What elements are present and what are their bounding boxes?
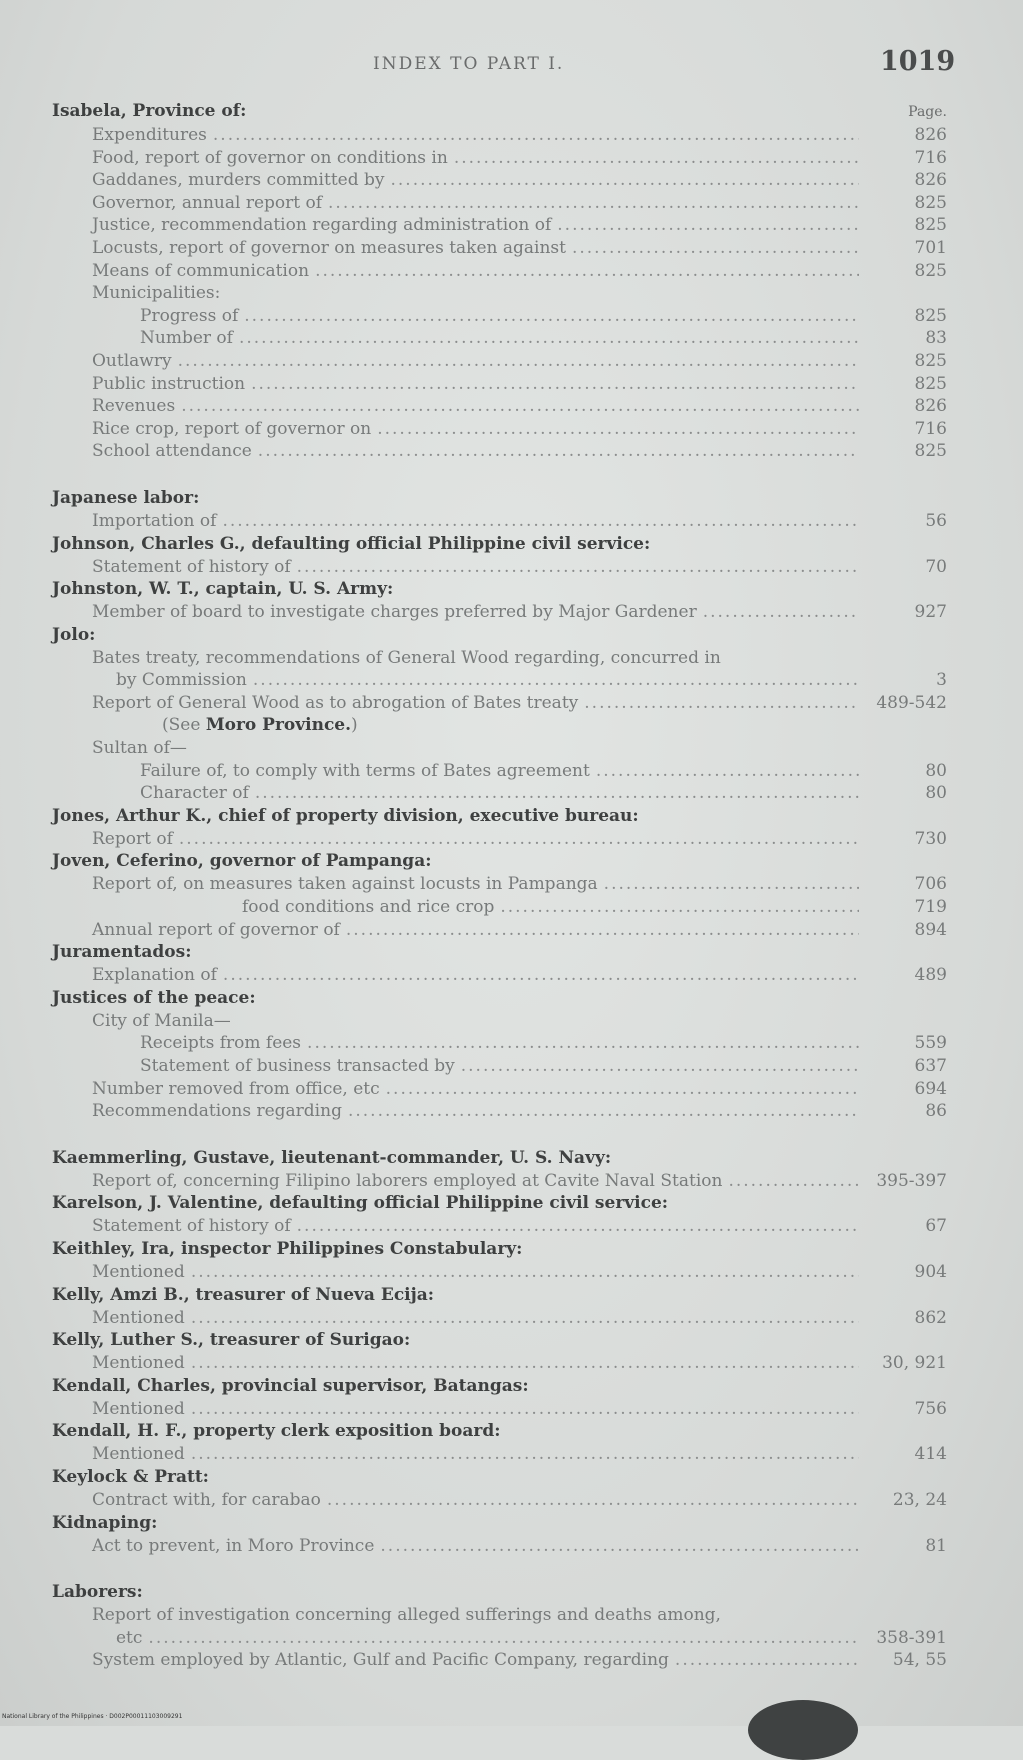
index-entry: by Commission ..... 3 (52, 669, 947, 692)
section-gap (52, 1123, 947, 1147)
index-entry: Public instruction ..... 825 (52, 373, 947, 396)
page-number: 1019 (880, 46, 956, 77)
index-heading: Kaemmerling, Gustave, lieutenant-commander, U. S. Navy: (52, 1147, 612, 1168)
index-entry: Statement of history of ..... 67 (52, 1215, 947, 1238)
scan-smudge (748, 1700, 858, 1760)
index-entry: Governor, annual report of ..... 825 (52, 192, 947, 215)
index-entry: Report of ..... 730 (52, 828, 947, 851)
index-entry: School attendance ..... 825 (52, 440, 947, 463)
index-entry: Report of investigation concerning alleged sufferings and deaths among, (92, 1605, 721, 1626)
index-entry: Justice, recommendation regarding administration of ..... 825 (52, 214, 947, 237)
index-heading: Kendall, H. F., property clerk exposition board: (52, 1421, 501, 1442)
index-entry: Food, report of governor on conditions in ..... 716 (52, 147, 947, 170)
index-heading: Johnson, Charles G., defaulting official Philippine civil service: (52, 533, 651, 554)
index-subheading: Municipalities: (92, 283, 221, 304)
index-entry: Mentioned ..... 756 (52, 1398, 947, 1421)
section-gap (52, 1557, 947, 1581)
index-heading: Johnston, W. T., captain, U. S. Army: (52, 579, 394, 600)
index-entry: Outlawry ..... 825 (52, 350, 947, 373)
index-entry: Rice crop, report of governor on ..... 716 (52, 418, 947, 441)
index-entry: Report of, concerning Filipino laborers employed at Cavite Naval Station ..... 395-397 (52, 1170, 947, 1193)
index-subheading: Sultan of— (92, 738, 187, 759)
index-heading: Kidnaping: (52, 1512, 158, 1533)
index-entry: Mentioned ..... 414 (52, 1443, 947, 1466)
index-entry: System employed by Atlantic, Gulf and Pacific Company, regarding ..... 54, 55 (52, 1649, 947, 1672)
index-entry: Failure of, to comply with terms of Bates agreement ..... 80 (52, 760, 947, 783)
index-heading: Keylock & Pratt: (52, 1466, 209, 1487)
index-entry: Mentioned ..... 30, 921 (52, 1352, 947, 1375)
index-entry: Locusts, report of governor on measures taken against ..... 701 (52, 237, 947, 260)
page-column-label: Page. (908, 104, 947, 120)
index-entry: Annual report of governor of ..... 894 (52, 919, 947, 942)
index-heading: Joven, Ceferino, governor of Pampanga: (52, 851, 432, 872)
index-heading: Japanese labor: (52, 487, 200, 508)
index-heading: Keithley, Ira, inspector Philippines Constabulary: (52, 1238, 523, 1259)
index-heading: Jolo: (52, 624, 96, 645)
index-entry: Progress of ..... 825 (52, 305, 947, 328)
running-title: INDEX TO PART I. (373, 54, 565, 74)
index-heading: Justices of the peace: (52, 987, 256, 1008)
index-entry: Character of ..... 80 (52, 782, 947, 805)
index-entry: Mentioned ..... 904 (52, 1261, 947, 1284)
index-heading: Kendall, Charles, provincial supervisor, Batangas: (52, 1375, 529, 1396)
index-entry: Report of General Wood as to abrogation of Bates treaty ..... 489-542 (52, 692, 947, 715)
index-heading: Juramentados: (52, 942, 192, 963)
index-heading: Kelly, Luther S., treasurer of Surigao: (52, 1330, 411, 1351)
index-body (52, 100, 947, 1672)
index-heading: Isabela, Province of: Page. (52, 100, 947, 124)
index-entry: Recommendations regarding ..... 86 (52, 1100, 947, 1123)
index-heading: Jones, Arthur K., chief of property division, executive bureau: (52, 805, 639, 826)
index-entry: Means of communication ..... 825 (52, 260, 947, 283)
index-entry: Contract with, for carabao ..... 23, 24 (52, 1489, 947, 1512)
index-entry: Revenues ..... 826 (52, 395, 947, 418)
index-heading: Karelson, J. Valentine, defaulting official Philippine civil service: (52, 1193, 669, 1214)
scan-footer-note: National Library of the Philippines · D002P00011103009291 (2, 1713, 183, 1720)
index-entry: Report of, on measures taken against locusts in Pampanga ..... 706 (52, 873, 947, 896)
index-entry: Importation of ..... 56 (52, 510, 947, 533)
index-entry: Act to prevent, in Moro Province ..... 81 (52, 1535, 947, 1558)
index-entry: etc ..... 358-391 (52, 1627, 947, 1650)
cross-reference: (See Moro Province.) (162, 715, 358, 736)
index-entry: Statement of business transacted by ..... 637 (52, 1055, 947, 1078)
index-entry: Bates treaty, recommendations of General Wood regarding, concurred in (92, 647, 721, 668)
index-entry: Mentioned ..... 862 (52, 1307, 947, 1330)
index-entry: Statement of history of ..... 70 (52, 556, 947, 579)
cross-reference-link: Moro Province. (205, 715, 352, 736)
index-entry: Number of ..... 83 (52, 327, 947, 350)
index-subheading: City of Manila— (92, 1010, 231, 1031)
index-heading: Kelly, Amzi B., treasurer of Nueva Ecija: (52, 1284, 435, 1305)
page-header (0, 46, 1023, 86)
index-heading: Laborers: (52, 1582, 143, 1603)
index-entry: Explanation of ..... 489 (52, 964, 947, 987)
index-entry: Member of board to investigate charges preferred by Major Gardener ..... 927 (52, 601, 947, 624)
index-entry: Number removed from office, etc ..... 694 (52, 1078, 947, 1101)
index-entry: food conditions and rice crop ..... 719 (52, 896, 947, 919)
section-gap (52, 463, 947, 487)
index-entry: Expenditures ..... 826 (52, 124, 947, 147)
index-entry: Receipts from fees ..... 559 (52, 1032, 947, 1055)
index-entry: Gaddanes, murders committed by ..... 826 (52, 169, 947, 192)
